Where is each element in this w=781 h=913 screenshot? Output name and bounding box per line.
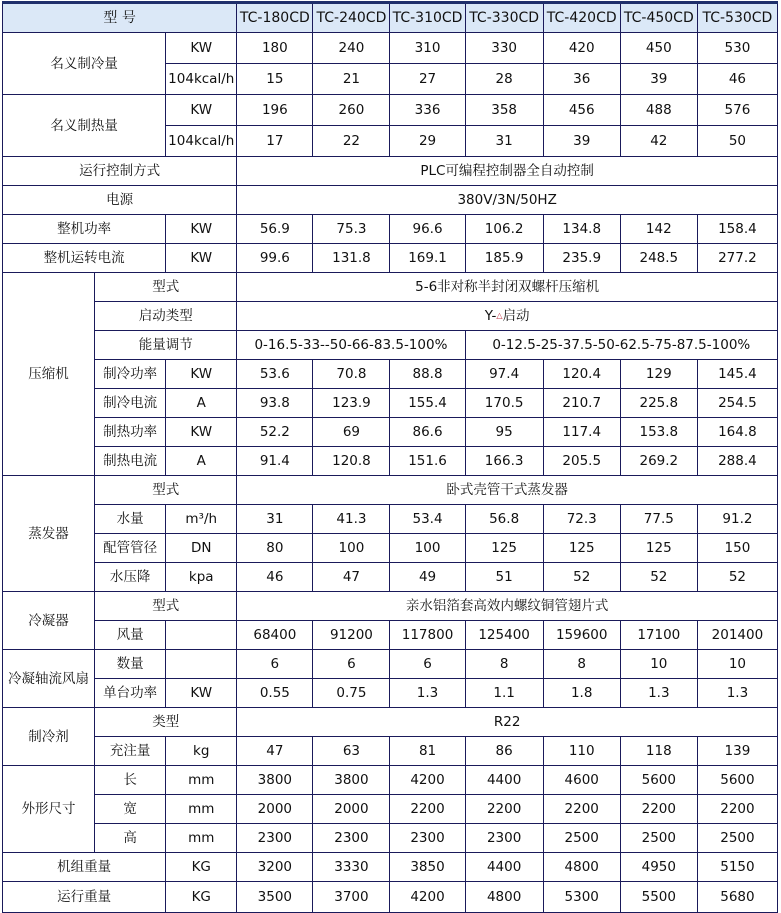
value-cell: 125400 [465, 621, 543, 650]
model-header: TC-420CD [543, 3, 620, 33]
table-row [3, 389, 778, 418]
value-cell: 201400 [697, 621, 777, 650]
row-label: 整机功率 [3, 215, 166, 244]
value-cell: 46 [697, 64, 777, 95]
value-cell: 235.9 [543, 244, 620, 273]
value-cell: 5300 [543, 882, 620, 913]
table-row [3, 679, 778, 708]
unit-cell: 104kcal/h [166, 64, 237, 95]
model-header: TC-180CD [237, 3, 313, 33]
value-cell: 1.3 [620, 679, 697, 708]
value-cell: 488 [620, 95, 697, 126]
value-cell: 10 [697, 650, 777, 679]
value-cell: 358 [465, 95, 543, 126]
value-cell: 75.3 [313, 215, 390, 244]
value-cell: 155.4 [390, 389, 465, 418]
value-cell: 2200 [390, 795, 465, 824]
value-cell: 63 [313, 737, 390, 766]
value-cell: 2200 [620, 795, 697, 824]
value-cell: 68400 [237, 621, 313, 650]
row-label: 水量 [95, 505, 166, 534]
value-cell: 56.8 [465, 505, 543, 534]
value-cell: 166.3 [465, 447, 543, 476]
value-cell: 8 [465, 650, 543, 679]
value-cell: 3700 [313, 882, 390, 913]
value-cell: 330 [465, 33, 543, 64]
value-cell: 17100 [620, 621, 697, 650]
table-row [3, 186, 778, 215]
value-cell: 80 [237, 534, 313, 563]
value-cell: 4400 [465, 853, 543, 882]
merged-value-cell: 380V/3N/50HZ [237, 186, 778, 215]
value-cell: 0.55 [237, 679, 313, 708]
value-cell: 576 [697, 95, 777, 126]
value-cell: 22 [313, 126, 390, 157]
value-cell: 164.8 [697, 418, 777, 447]
unit-cell: kpa [166, 563, 237, 592]
table-row [3, 795, 778, 824]
table-row [3, 737, 778, 766]
value-cell: 42 [620, 126, 697, 157]
value-cell: 81 [390, 737, 465, 766]
value-cell: 99.6 [237, 244, 313, 273]
unit-cell: KW [166, 679, 237, 708]
value-cell: 96.6 [390, 215, 465, 244]
row-label: 名义制冷量 [3, 33, 166, 95]
value-cell: 36 [543, 64, 620, 95]
value-cell: 530 [697, 33, 777, 64]
value-cell: 27 [390, 64, 465, 95]
row-label: 整机运转电流 [3, 244, 166, 273]
row-label: 宽 [95, 795, 166, 824]
value-cell: 3330 [313, 853, 390, 882]
value-cell: 1.1 [465, 679, 543, 708]
value-cell: 53.6 [237, 360, 313, 389]
value-cell: 39 [620, 64, 697, 95]
model-header: TC-330CD [465, 3, 543, 33]
value-cell: 2200 [465, 795, 543, 824]
value-cell: 4400 [465, 766, 543, 795]
value-cell: 4600 [543, 766, 620, 795]
value-cell: 0.75 [313, 679, 390, 708]
value-cell: 5500 [620, 882, 697, 913]
value-cell: 31 [465, 126, 543, 157]
table-row [3, 273, 778, 302]
value-cell: 4800 [465, 882, 543, 913]
row-label: 配管管径 [95, 534, 166, 563]
row-label: 水压降 [95, 563, 166, 592]
value-cell: 52 [697, 563, 777, 592]
value-cell: 100 [390, 534, 465, 563]
row-label: 型式 [95, 476, 237, 505]
value-cell: 288.4 [697, 447, 777, 476]
row-label: 制热电流 [95, 447, 166, 476]
value-cell: 86.6 [390, 418, 465, 447]
table-row [3, 418, 778, 447]
spec-table [2, 1, 778, 913]
value-cell: 56.9 [237, 215, 313, 244]
value-cell: 196 [237, 95, 313, 126]
value-cell: 240 [313, 33, 390, 64]
value-cell: 51 [465, 563, 543, 592]
value-cell: 456 [543, 95, 620, 126]
merged-value-cell: R22 [237, 708, 778, 737]
table-row [3, 650, 778, 679]
row-label: 高 [95, 824, 166, 853]
unit-cell: kg [166, 737, 237, 766]
value-cell: 3200 [237, 853, 313, 882]
value-cell: 21 [313, 64, 390, 95]
value-cell: 88.8 [390, 360, 465, 389]
value-cell: 158.4 [697, 215, 777, 244]
value-cell: 153.8 [620, 418, 697, 447]
value-cell: 41.3 [313, 505, 390, 534]
table-row [3, 592, 778, 621]
value-cell: 3800 [237, 766, 313, 795]
unit-cell: A [166, 447, 237, 476]
row-label: 单台功率 [95, 679, 166, 708]
merged-value-cell [237, 302, 778, 331]
table-row [3, 33, 778, 64]
value-cell: 2500 [543, 824, 620, 853]
value-cell: 72.3 [543, 505, 620, 534]
value-cell: 120.4 [543, 360, 620, 389]
value-cell: 4800 [543, 853, 620, 882]
table-row [3, 621, 778, 650]
value-cell: 52 [543, 563, 620, 592]
table-row [3, 766, 778, 795]
value-cell: 4950 [620, 853, 697, 882]
merged-value-cell: 0-16.5-33--50-66-83.5-100% [237, 331, 465, 360]
value-cell: 248.5 [620, 244, 697, 273]
value-cell: 6 [313, 650, 390, 679]
value-cell: 15 [237, 64, 313, 95]
table-row [3, 824, 778, 853]
unit-cell [166, 650, 237, 679]
value-cell: 17 [237, 126, 313, 157]
table-row [3, 447, 778, 476]
unit-cell: 104kcal/h [166, 126, 237, 157]
table-row [3, 157, 778, 186]
group-label: 外形尺寸 [3, 766, 95, 853]
row-label: 类型 [95, 708, 237, 737]
value-cell: 52 [620, 563, 697, 592]
unit-cell: mm [166, 824, 237, 853]
value-cell: 6 [237, 650, 313, 679]
unit-cell: KG [166, 882, 237, 913]
merged-value-cell: 亲水铝箔套高效内螺纹铜管翅片式 [237, 592, 778, 621]
value-cell: 2500 [620, 824, 697, 853]
start-suffix: 启动 [502, 308, 530, 324]
group-label: 冷凝轴流风扇 [3, 650, 95, 708]
value-cell: 2300 [313, 824, 390, 853]
value-cell: 4200 [390, 882, 465, 913]
value-cell: 2300 [390, 824, 465, 853]
value-cell: 336 [390, 95, 465, 126]
start-prefix: Y- [484, 308, 497, 324]
unit-cell: KW [166, 95, 237, 126]
unit-cell: KW [166, 418, 237, 447]
value-cell: 70.8 [313, 360, 390, 389]
unit-cell [166, 621, 237, 650]
value-cell: 95 [465, 418, 543, 447]
group-label: 蒸发器 [3, 476, 95, 592]
table-row [3, 331, 778, 360]
value-cell: 150 [697, 534, 777, 563]
row-label: 长 [95, 766, 166, 795]
value-cell: 225.8 [620, 389, 697, 418]
value-cell: 77.5 [620, 505, 697, 534]
value-cell: 145.4 [697, 360, 777, 389]
value-cell: 86 [465, 737, 543, 766]
table-row [3, 215, 778, 244]
merged-value-cell: 0-12.5-25-37.5-50-62.5-75-87.5-100% [465, 331, 777, 360]
value-cell: 185.9 [465, 244, 543, 273]
value-cell: 29 [390, 126, 465, 157]
model-header: TC-530CD [697, 3, 777, 33]
row-label: 数量 [95, 650, 166, 679]
value-cell: 1.3 [697, 679, 777, 708]
delta-icon: △ [496, 311, 503, 320]
value-cell: 210.7 [543, 389, 620, 418]
value-cell: 2500 [697, 824, 777, 853]
value-cell: 120.8 [313, 447, 390, 476]
value-cell: 52.2 [237, 418, 313, 447]
value-cell: 5600 [620, 766, 697, 795]
value-cell: 10 [620, 650, 697, 679]
value-cell: 2300 [465, 824, 543, 853]
value-cell: 110 [543, 737, 620, 766]
table-row [3, 534, 778, 563]
value-cell: 91.4 [237, 447, 313, 476]
row-label: 能量调节 [95, 331, 237, 360]
value-cell: 205.5 [543, 447, 620, 476]
value-cell: 180 [237, 33, 313, 64]
value-cell: 117800 [390, 621, 465, 650]
table-row [3, 505, 778, 534]
value-cell: 8 [543, 650, 620, 679]
row-label: 制冷电流 [95, 389, 166, 418]
value-cell: 49 [390, 563, 465, 592]
table-row [3, 882, 778, 913]
value-cell: 4200 [390, 766, 465, 795]
value-cell: 118 [620, 737, 697, 766]
table-row [3, 95, 778, 126]
value-cell: 2000 [313, 795, 390, 824]
value-cell: 93.8 [237, 389, 313, 418]
value-cell: 5150 [697, 853, 777, 882]
value-cell: 53.4 [390, 505, 465, 534]
row-label: 风量 [95, 621, 166, 650]
table-row [3, 563, 778, 592]
model-header: TC-240CD [313, 3, 390, 33]
value-cell: 97.4 [465, 360, 543, 389]
value-cell: 125 [465, 534, 543, 563]
unit-cell: KG [166, 853, 237, 882]
value-cell: 39 [543, 126, 620, 157]
table-row [3, 360, 778, 389]
value-cell: 6 [390, 650, 465, 679]
table-row [3, 476, 778, 505]
model-header: TC-450CD [620, 3, 697, 33]
unit-cell: KW [166, 360, 237, 389]
value-cell: 91200 [313, 621, 390, 650]
table-row [3, 853, 778, 882]
value-cell: 106.2 [465, 215, 543, 244]
group-label: 压缩机 [3, 273, 95, 476]
value-cell: 125 [620, 534, 697, 563]
row-label: 启动类型 [95, 302, 237, 331]
unit-cell: KW [166, 244, 237, 273]
value-cell: 151.6 [390, 447, 465, 476]
value-cell: 123.9 [313, 389, 390, 418]
value-cell: 1.3 [390, 679, 465, 708]
merged-value-cell: 卧式壳管干式蒸发器 [237, 476, 778, 505]
value-cell: 50 [697, 126, 777, 157]
value-cell: 310 [390, 33, 465, 64]
row-label: 制冷功率 [95, 360, 166, 389]
value-cell: 170.5 [465, 389, 543, 418]
value-cell: 5600 [697, 766, 777, 795]
table-row [3, 302, 778, 331]
row-label: 制热功率 [95, 418, 166, 447]
value-cell: 169.1 [390, 244, 465, 273]
model-label: 型 号 [3, 3, 237, 33]
value-cell: 125 [543, 534, 620, 563]
unit-cell: m³/h [166, 505, 237, 534]
value-cell: 2300 [237, 824, 313, 853]
value-cell: 28 [465, 64, 543, 95]
group-label: 冷凝器 [3, 592, 95, 650]
unit-cell: mm [166, 766, 237, 795]
value-cell: 450 [620, 33, 697, 64]
unit-cell: DN [166, 534, 237, 563]
value-cell: 269.2 [620, 447, 697, 476]
row-label: 充注量 [95, 737, 166, 766]
value-cell: 1.8 [543, 679, 620, 708]
value-cell: 142 [620, 215, 697, 244]
value-cell: 3800 [313, 766, 390, 795]
model-header: TC-310CD [390, 3, 465, 33]
merged-value-cell: PLC可编程控制器全自动控制 [237, 157, 778, 186]
row-label: 机组重量 [3, 853, 166, 882]
row-label: 型式 [95, 273, 237, 302]
value-cell: 46 [237, 563, 313, 592]
value-cell: 2000 [237, 795, 313, 824]
value-cell: 260 [313, 95, 390, 126]
row-label: 运行重量 [3, 882, 166, 913]
value-cell: 69 [313, 418, 390, 447]
value-cell: 254.5 [697, 389, 777, 418]
header-row [3, 3, 778, 33]
value-cell: 2200 [697, 795, 777, 824]
value-cell: 129 [620, 360, 697, 389]
value-cell: 159600 [543, 621, 620, 650]
unit-cell: A [166, 389, 237, 418]
value-cell: 47 [237, 737, 313, 766]
group-label: 制冷剂 [3, 708, 95, 766]
row-label: 电源 [3, 186, 237, 215]
value-cell: 134.8 [543, 215, 620, 244]
unit-cell: mm [166, 795, 237, 824]
value-cell: 47 [313, 563, 390, 592]
value-cell: 5680 [697, 882, 777, 913]
unit-cell: KW [166, 33, 237, 64]
unit-cell: KW [166, 215, 237, 244]
value-cell: 2200 [543, 795, 620, 824]
row-label: 型式 [95, 592, 237, 621]
table-row [3, 244, 778, 273]
merged-value-cell: 5-6非对称半封闭双螺杆压缩机 [237, 273, 778, 302]
value-cell: 100 [313, 534, 390, 563]
value-cell: 31 [237, 505, 313, 534]
value-cell: 3500 [237, 882, 313, 913]
row-label: 名义制热量 [3, 95, 166, 157]
value-cell: 420 [543, 33, 620, 64]
value-cell: 277.2 [697, 244, 777, 273]
value-cell: 117.4 [543, 418, 620, 447]
value-cell: 3850 [390, 853, 465, 882]
value-cell: 91.2 [697, 505, 777, 534]
table-row [3, 708, 778, 737]
value-cell: 131.8 [313, 244, 390, 273]
row-label: 运行控制方式 [3, 157, 237, 186]
value-cell: 139 [697, 737, 777, 766]
